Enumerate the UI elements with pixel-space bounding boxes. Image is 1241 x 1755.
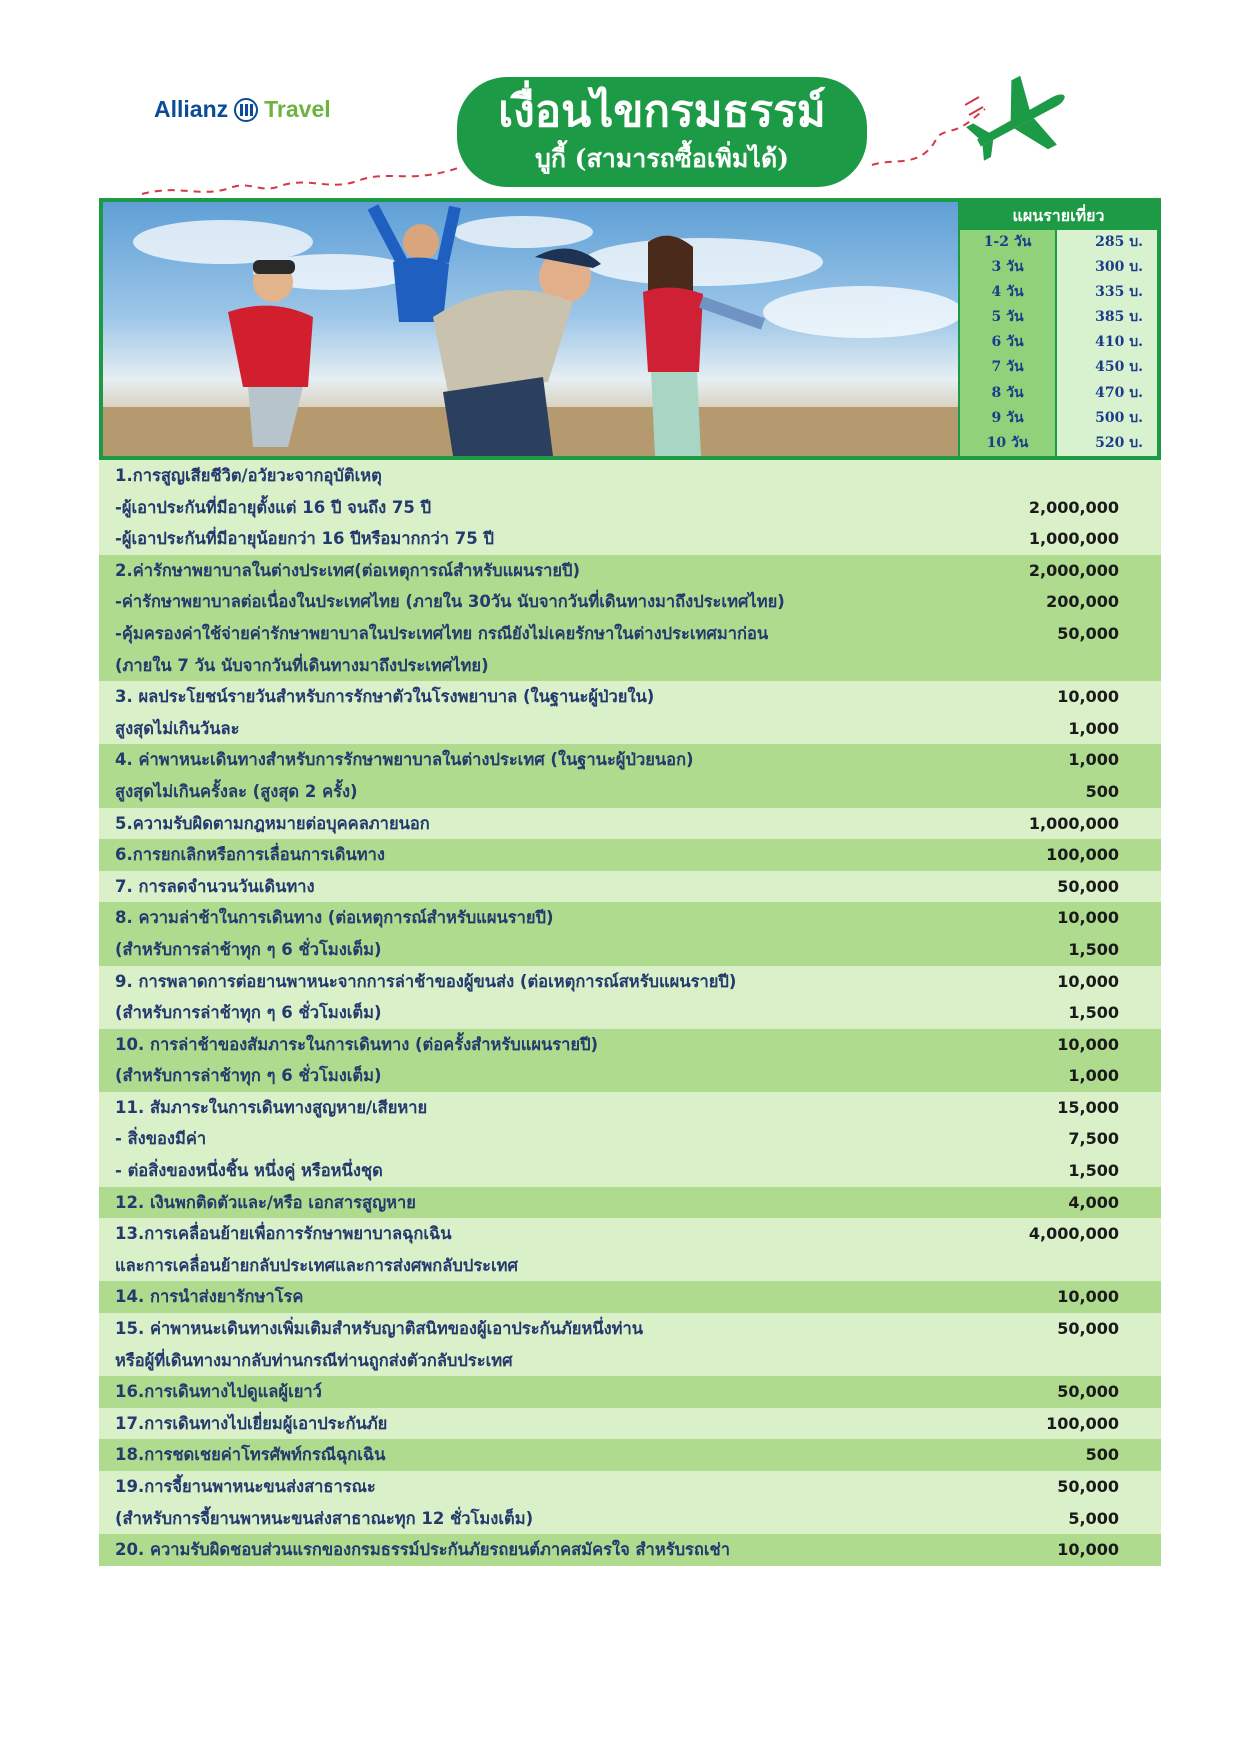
benefit-value: 1,000 — [1068, 1066, 1119, 1086]
benefit-description — [99, 1376, 991, 1408]
benefit-row — [99, 1187, 1161, 1219]
benefit-value: 200,000 — [1046, 592, 1119, 612]
benefit-description — [99, 1408, 991, 1440]
benefit-line: 3. ผลประโยชน์รายวันสำหรับการรักษาตัวในโรงพยาบาล (ในฐานะผู้ป่วยใน) — [115, 687, 655, 707]
benefit-row — [99, 839, 1161, 871]
benefit-line: 16.การเดินทางไปดูแลผู้เยาว์ — [115, 1382, 322, 1402]
benefit-value: 10,000 — [1057, 908, 1119, 928]
benefit-value: 2,000,000 — [1028, 560, 1119, 580]
benefit-amount — [995, 1313, 1161, 1376]
benefit-line: 7. การลดจำนวนวันเดินทาง — [115, 876, 315, 896]
plan-days: 5 วัน — [960, 305, 1055, 330]
benefit-line: -คุ้มครองค่าใช้จ่ายค่ารักษาพยาบาลในประเทศไทย กรณียังไม่เคยรักษาในต่างประเทศมาก่อน — [115, 623, 769, 643]
trip-plan-price-table — [960, 202, 1157, 456]
benefit-line: (สำหรับการล่าช้าทุก ๆ 6 ชั่วโมงเต็ม) — [115, 1066, 382, 1086]
benefit-value: 500 — [1085, 781, 1119, 801]
benefit-value: 1,000 — [1068, 750, 1119, 770]
benefit-line: (สำหรับการจี้ยานพาหนะขนส่งสาธาณะทุก 12 ชั่วโมงเต็ม) — [115, 1508, 534, 1528]
benefit-description — [99, 1471, 991, 1534]
plan-table-header: แผนรายเที่ยว — [960, 202, 1157, 230]
plan-row — [960, 431, 1157, 456]
logo-brand: Allianz — [154, 96, 229, 122]
benefit-line: - สิ่งของมีค่า — [115, 1129, 207, 1149]
plan-days: 8 วัน — [960, 381, 1055, 406]
benefit-description — [99, 1534, 991, 1566]
plan-price: 285 บ. — [1057, 230, 1157, 255]
allianz-travel-logo — [154, 96, 331, 123]
benefit-value: 100,000 — [1046, 1413, 1119, 1433]
benefit-line: 12. เงินพกติดตัวและ/หรือ เอกสารสูญหาย — [115, 1192, 416, 1212]
benefit-amount — [995, 839, 1161, 871]
benefit-amount — [995, 555, 1161, 681]
plan-price: 335 บ. — [1057, 280, 1157, 305]
benefit-value: 50,000 — [1057, 623, 1119, 643]
plan-price: 410 บ. — [1057, 330, 1157, 355]
benefit-description — [99, 460, 991, 555]
benefit-amount — [995, 1092, 1161, 1187]
benefit-description — [99, 744, 991, 807]
plan-days: 9 วัน — [960, 406, 1055, 431]
benefit-amount — [995, 871, 1161, 903]
benefit-row — [99, 681, 1161, 744]
benefit-value: 10,000 — [1057, 1540, 1119, 1560]
benefit-row — [99, 966, 1161, 1029]
benefit-row — [99, 1408, 1161, 1440]
benefit-amount — [995, 1534, 1161, 1566]
benefit-row — [99, 460, 1161, 555]
benefit-value: 50,000 — [1057, 1319, 1119, 1339]
plan-row — [960, 381, 1157, 406]
plan-days: 3 วัน — [960, 255, 1055, 280]
benefit-amount — [995, 1376, 1161, 1408]
plan-price: 470 บ. — [1057, 381, 1157, 406]
benefit-line: (สำหรับการล่าช้าทุก ๆ 6 ชั่วโมงเต็ม) — [115, 939, 382, 959]
benefit-description — [99, 839, 991, 871]
benefit-line: 5.ความรับผิดตามกฎหมายต่อบุคคลภายนอก — [115, 813, 430, 833]
benefit-line: 10. การล่าช้าของสัมภาระในการเดินทาง (ต่อครั้งสำหรับแผนรายปี) — [115, 1034, 599, 1054]
benefit-row — [99, 1439, 1161, 1471]
benefit-amount — [995, 1218, 1161, 1281]
benefit-row — [99, 1281, 1161, 1313]
benefit-value: 5,000 — [1068, 1508, 1119, 1528]
title-banner — [457, 77, 867, 187]
plan-price: 300 บ. — [1057, 255, 1157, 280]
benefit-row — [99, 808, 1161, 840]
benefit-line: 19.การจี้ยานพาหนะขนส่งสาธารณะ — [115, 1477, 376, 1496]
benefit-value: 50,000 — [1057, 1477, 1119, 1496]
plan-days: 7 วัน — [960, 355, 1055, 380]
benefit-amount — [995, 1439, 1161, 1471]
benefit-value: 2,000,000 — [1028, 497, 1119, 517]
benefit-description — [99, 1281, 991, 1313]
benefit-line: 13.การเคลื่อนย้ายเพื่อการรักษาพยาบาลฉุกเฉิน — [115, 1224, 452, 1244]
benefit-row — [99, 1092, 1161, 1187]
benefit-amount — [995, 681, 1161, 744]
benefit-value: 100,000 — [1046, 845, 1119, 865]
benefit-amount — [995, 1471, 1161, 1534]
benefit-line: 9. การพลาดการต่อยานพาหนะจากการล่าช้าของผู้ขนส่ง (ต่อเหตุการณ์สหรับแผนรายปี) — [115, 971, 737, 991]
benefit-value: 1,500 — [1068, 939, 1119, 959]
benefit-row — [99, 902, 1161, 965]
page-title: เงื่อนไขกรมธรรม์ — [498, 86, 826, 137]
benefit-line: 6.การยกเลิกหรือการเลื่อนการเดินทาง — [115, 845, 385, 865]
benefit-amount — [995, 1281, 1161, 1313]
benefit-line: 17.การเดินทางไปเยี่ยมผู้เอาประกันภัย — [115, 1413, 388, 1433]
benefit-description — [99, 1092, 991, 1187]
plan-price: 520 บ. — [1057, 431, 1157, 456]
benefit-description — [99, 808, 991, 840]
benefit-value: 10,000 — [1057, 971, 1119, 991]
benefit-amount — [995, 1408, 1161, 1440]
benefit-description — [99, 1029, 991, 1092]
benefit-description — [99, 1218, 991, 1281]
benefit-value — [995, 460, 1119, 492]
benefit-description — [99, 966, 991, 1029]
benefit-line: -ผู้เอาประกันที่มีอายุน้อยกว่า 16 ปีหรือมากกว่า 75 ปี — [115, 529, 494, 549]
benefit-amount — [995, 1187, 1161, 1219]
page-subtitle: บูกี้ (สามารถซื้อเพิ่มได้) — [534, 144, 790, 173]
benefit-description — [99, 1313, 991, 1376]
plan-days: 10 วัน — [960, 431, 1055, 456]
benefit-amount — [995, 902, 1161, 965]
benefit-row — [99, 871, 1161, 903]
benefit-line: 11. สัมภาระในการเดินทางสูญหาย/เสียหาย — [115, 1097, 428, 1117]
benefit-row — [99, 1218, 1161, 1281]
plan-price: 450 บ. — [1057, 355, 1157, 380]
benefit-line: 4. ค่าพาหนะเดินทางสำหรับการรักษาพยาบาลในต่างประเทศ (ในฐานะผู้ป่วยนอก) — [115, 750, 694, 770]
plan-row — [960, 255, 1157, 280]
logo-product: Travel — [264, 96, 331, 122]
plan-row — [960, 355, 1157, 380]
benefit-line: 8. ความล่าช้าในการเดินทาง (ต่อเหตุการณ์สำหรับแผนรายปี) — [115, 908, 554, 928]
benefit-line: และการเคลื่อนย้ายกลับประเทศและการส่งศพกลับประเทศ — [115, 1255, 519, 1275]
benefit-amount — [995, 1029, 1161, 1092]
benefit-line: สูงสุดไม่เกินครั้งละ (สูงสุด 2 ครั้ง) — [115, 781, 358, 801]
benefit-row — [99, 1534, 1161, 1566]
benefit-line: 1.การสูญเสียชีวิต/อวัยวะจากอุบัติเหตุ — [115, 466, 382, 485]
benefits-table — [99, 460, 1161, 1566]
plan-price: 500 บ. — [1057, 406, 1157, 431]
benefit-line: 14. การนำส่งยารักษาโรค — [115, 1287, 304, 1307]
plan-row — [960, 406, 1157, 431]
plan-row — [960, 305, 1157, 330]
benefit-value: 50,000 — [1057, 1382, 1119, 1402]
airplane-icon — [965, 75, 1075, 165]
benefit-description — [99, 681, 991, 744]
benefit-value: 1,500 — [1068, 1161, 1119, 1181]
benefit-line: -ผู้เอาประกันที่มีอายุตั้งแต่ 16 ปี จนถึง 75 ปี — [115, 497, 432, 517]
benefit-value: 10,000 — [1057, 1034, 1119, 1054]
benefit-value: 1,000,000 — [1028, 813, 1119, 833]
benefit-line: 18.การชดเชยค่าโทรศัพท์กรณีฉุกเฉิน — [115, 1445, 386, 1465]
benefit-row — [99, 555, 1161, 681]
benefit-value: 10,000 — [1057, 687, 1119, 707]
benefit-row — [99, 1029, 1161, 1092]
benefit-line: 20. ความรับผิดชอบส่วนแรกของกรมธรรม์ประกันภัยรถยนต์ภาคสมัครใจ สำหรับรถเช่า — [115, 1540, 730, 1560]
benefit-value — [995, 1345, 1119, 1377]
benefit-description — [99, 902, 991, 965]
benefit-description — [99, 871, 991, 903]
benefit-value: 4,000 — [1068, 1192, 1119, 1212]
benefit-row — [99, 1471, 1161, 1534]
benefit-row — [99, 1313, 1161, 1376]
benefit-amount — [995, 460, 1161, 555]
allianz-eagle-icon — [234, 98, 258, 122]
benefit-value: 50,000 — [1057, 876, 1119, 896]
benefit-line: (สำหรับการล่าช้าทุก ๆ 6 ชั่วโมงเต็ม) — [115, 1003, 382, 1023]
benefit-value: 1,500 — [1068, 1003, 1119, 1023]
benefit-amount — [995, 744, 1161, 807]
benefit-amount — [995, 808, 1161, 840]
benefit-description — [99, 1439, 991, 1471]
benefit-line: 15. ค่าพาหนะเดินทางเพิ่มเติมสำหรับญาติสนิทของผู้เอาประกันภัยหนึ่งท่าน — [115, 1319, 644, 1339]
benefit-value: 15,000 — [1057, 1097, 1119, 1117]
benefit-description — [99, 1187, 991, 1219]
benefit-value: 4,000,000 — [1028, 1224, 1119, 1244]
plan-row — [960, 230, 1157, 255]
plan-days: 4 วัน — [960, 280, 1055, 305]
benefit-description — [99, 555, 991, 681]
benefit-amount — [995, 966, 1161, 1029]
benefit-row — [99, 1376, 1161, 1408]
plan-row — [960, 280, 1157, 305]
benefit-value: 10,000 — [1057, 1287, 1119, 1307]
plan-days: 1-2 วัน — [960, 230, 1055, 255]
hero-banner — [99, 198, 1161, 460]
benefit-line: - ต่อสิ่งของหนึ่งชิ้น หนึ่งคู่ หรือหนึ่งชุด — [115, 1161, 383, 1181]
benefit-line: -ค่ารักษาพยาบาลต่อเนื่องในประเทศไทย (ภายใน 30วัน นับจากวันที่เดินทางมาถึงประเทศไทย) — [115, 592, 785, 612]
benefit-value: 7,500 — [1068, 1129, 1119, 1149]
benefit-line: สูงสุดไม่เกินวันละ — [115, 718, 240, 738]
benefit-row — [99, 744, 1161, 807]
benefit-value: 1,000 — [1068, 718, 1119, 738]
benefit-value: 1,000,000 — [1028, 529, 1119, 549]
plan-row — [960, 330, 1157, 355]
benefit-value — [995, 650, 1119, 682]
benefit-value: 500 — [1085, 1445, 1119, 1465]
benefit-line: หรือผู้ที่เดินทางมากลับท่านกรณีท่านถูกส่งตัวกลับประเทศ — [115, 1350, 513, 1370]
benefit-line: (ภายใน 7 วัน นับจากวันที่เดินทางมาถึงประเทศไทย) — [115, 655, 489, 675]
benefit-value — [995, 1250, 1119, 1282]
plan-days: 6 วัน — [960, 330, 1055, 355]
plan-price: 385 บ. — [1057, 305, 1157, 330]
friends-photo — [103, 202, 958, 456]
benefit-line: 2.ค่ารักษาพยาบาลในต่างประเทศ(ต่อเหตุการณ์สำหรับแผนรายปี) — [115, 560, 581, 580]
